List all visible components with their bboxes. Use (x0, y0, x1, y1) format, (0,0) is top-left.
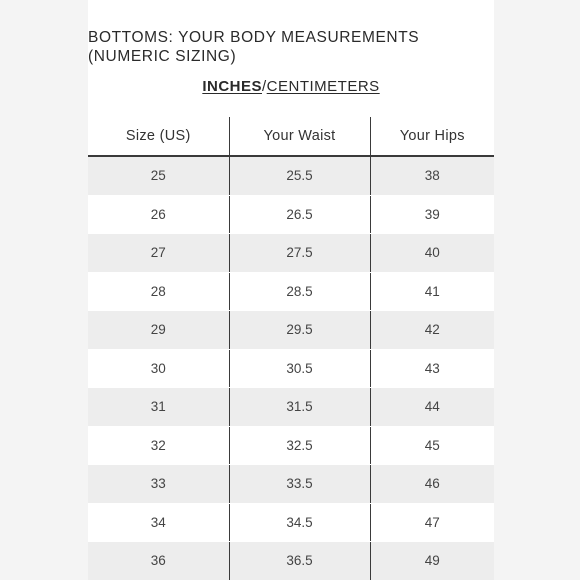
cell-hips: 47 (370, 503, 494, 542)
cell-hips: 38 (370, 156, 494, 195)
unit-inches-link[interactable]: INCHES (202, 78, 262, 95)
table-row (88, 388, 494, 427)
cell-waist: 32.5 (229, 426, 370, 465)
cell-waist: 30.5 (229, 349, 370, 388)
cell-waist: 36.5 (229, 542, 370, 580)
cell-waist: 28.5 (229, 272, 370, 311)
table-row (88, 272, 494, 311)
cell-hips: 40 (370, 234, 494, 273)
cell-size: 31 (88, 388, 229, 427)
table-row (88, 156, 494, 195)
cell-waist: 33.5 (229, 465, 370, 504)
cell-size: 36 (88, 542, 229, 580)
table-row (88, 349, 494, 388)
unit-separator: / (262, 78, 267, 95)
unit-toggle (88, 78, 494, 95)
cell-waist: 29.5 (229, 311, 370, 350)
cell-waist: 27.5 (229, 234, 370, 273)
cell-waist: 34.5 (229, 503, 370, 542)
left-margin-panel (0, 0, 88, 580)
cell-size: 27 (88, 234, 229, 273)
cell-hips: 43 (370, 349, 494, 388)
heading-line-1: BOTTOMS: YOUR BODY MEASUREMENTS (88, 29, 420, 46)
cell-size: 32 (88, 426, 229, 465)
cell-hips: 44 (370, 388, 494, 427)
unit-centimeters-link[interactable]: CENTIMETERS (266, 78, 380, 95)
cell-size: 25 (88, 156, 229, 195)
table-row (88, 195, 494, 234)
cell-hips: 41 (370, 272, 494, 311)
table-row (88, 465, 494, 504)
cell-waist: 31.5 (229, 388, 370, 427)
right-margin-panel (494, 0, 580, 580)
table-header-row (88, 117, 494, 156)
cell-size: 30 (88, 349, 229, 388)
heading-line-2: (NUMERIC SIZING) (88, 48, 237, 65)
cell-hips: 49 (370, 542, 494, 580)
cell-size: 28 (88, 272, 229, 311)
table-row (88, 426, 494, 465)
cell-size: 34 (88, 503, 229, 542)
cell-hips: 45 (370, 426, 494, 465)
header-waist: Your Waist (229, 117, 370, 156)
cell-size: 29 (88, 311, 229, 350)
cell-size: 26 (88, 195, 229, 234)
cell-waist: 26.5 (229, 195, 370, 234)
table-row (88, 542, 494, 580)
cell-hips: 42 (370, 311, 494, 350)
table-row (88, 311, 494, 350)
size-chart-sheet (88, 0, 494, 580)
table-row (88, 234, 494, 273)
table-row (88, 503, 494, 542)
cell-size: 33 (88, 465, 229, 504)
header-size: Size (US) (88, 117, 229, 156)
measurement-table (88, 117, 494, 580)
header-hips: Your Hips (370, 117, 494, 156)
cell-hips: 39 (370, 195, 494, 234)
cell-waist: 25.5 (229, 156, 370, 195)
cell-hips: 46 (370, 465, 494, 504)
chart-heading (88, 28, 494, 66)
